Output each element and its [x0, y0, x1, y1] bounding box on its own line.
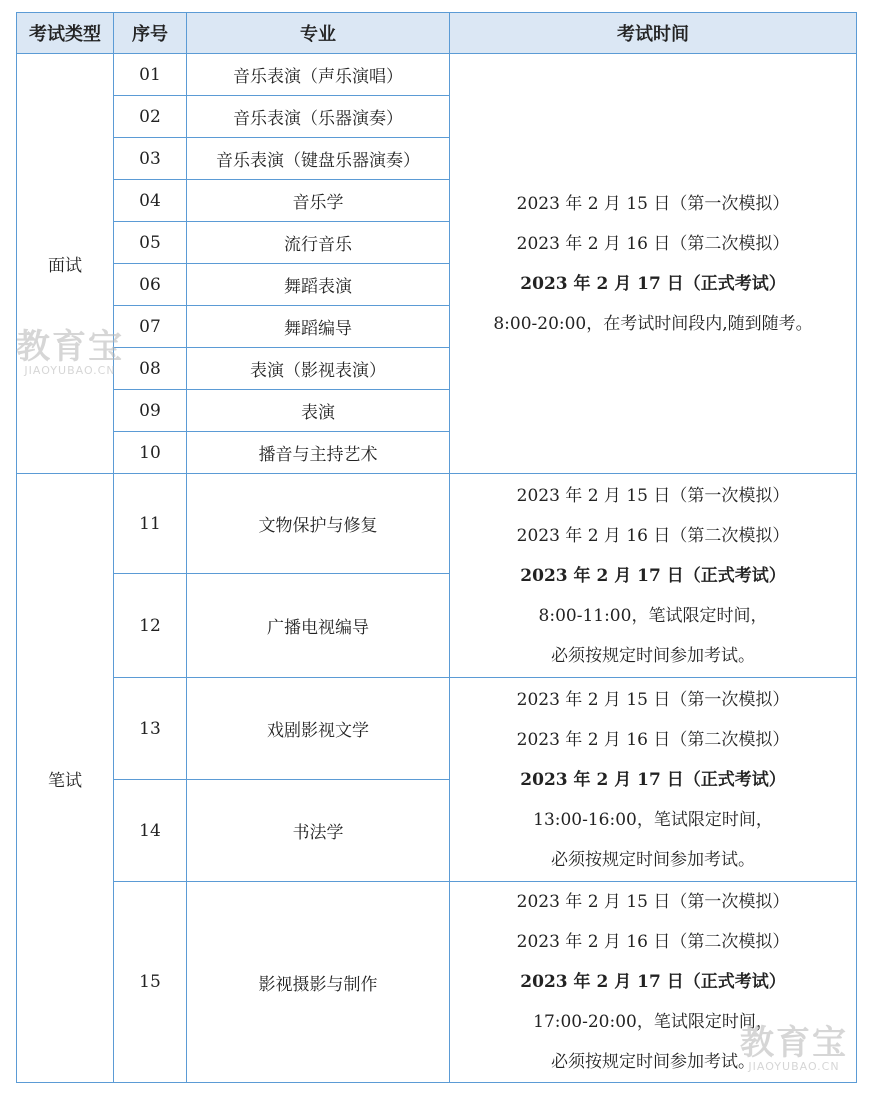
written-time-cell-a [450, 474, 857, 678]
row-major: 表演 [187, 390, 450, 432]
time-line: 2023 年 2 月 15 日（第一次模拟） [516, 689, 790, 710]
time-line: 2023 年 2 月 16 日（第二次模拟） [516, 932, 790, 952]
time-line: 2023 年 2 月 15 日（第一次模拟） [516, 892, 790, 912]
row-major: 音乐表演（声乐演唱） [187, 54, 450, 96]
time-line: 2023 年 2 月 16 日（第二次模拟） [516, 233, 790, 254]
row-number: 05 [114, 222, 187, 264]
row-major: 舞蹈编导 [187, 306, 450, 348]
row-number: 04 [114, 180, 187, 222]
table-row [17, 678, 857, 780]
written-time-cell-b [450, 678, 857, 882]
exam-schedule-table [16, 12, 857, 1083]
row-major: 舞蹈表演 [187, 264, 450, 306]
watermark-text: 教育宝 [740, 1023, 848, 1063]
time-line: 2023 年 2 月 17 日（正式考试） [520, 565, 786, 586]
time-line: 2023 年 2 月 15 日（第一次模拟） [516, 193, 790, 214]
row-number: 06 [114, 264, 187, 306]
header-exam-type: 考试类型 [17, 13, 114, 54]
interview-time-cell [450, 54, 857, 474]
row-major: 流行音乐 [187, 222, 450, 264]
row-number: 11 [114, 474, 187, 574]
row-major: 影视摄影与制作 [187, 882, 450, 1083]
row-number: 08 [114, 348, 187, 390]
watermark-url: JIAOYUBAO.CN [748, 1060, 840, 1073]
time-line: 2023 年 2 月 16 日（第二次模拟） [516, 525, 790, 546]
row-number: 03 [114, 138, 187, 180]
row-major: 音乐学 [187, 180, 450, 222]
row-major: 音乐表演（乐器演奏） [187, 96, 450, 138]
row-major: 戏剧影视文学 [187, 678, 450, 780]
row-number: 10 [114, 432, 187, 474]
table-row [17, 474, 857, 574]
row-major: 音乐表演（键盘乐器演奏） [187, 138, 450, 180]
table-row [17, 54, 857, 96]
row-major: 文物保护与修复 [187, 474, 450, 574]
header-row [17, 13, 857, 54]
time-line: 8:00-20:00，在考试时间段内,随到随考。 [493, 313, 813, 334]
time-line: 2023 年 2 月 17 日（正式考试） [520, 972, 786, 992]
header-exam-time: 考试时间 [450, 13, 857, 54]
row-number: 13 [114, 678, 187, 780]
time-line: 2023 年 2 月 17 日（正式考试） [520, 769, 786, 790]
watermark-url: JIAOYUBAO.CN [24, 364, 116, 377]
time-line: 必须按规定时间参加考试。 [551, 1052, 755, 1072]
header-number: 序号 [114, 13, 187, 54]
time-line: 13:00-16:00，笔试限定时间， [533, 809, 773, 830]
row-major: 书法学 [187, 780, 450, 882]
row-number: 15 [114, 882, 187, 1083]
row-number: 01 [114, 54, 187, 96]
written-time-cell-c [450, 882, 857, 1083]
row-number: 07 [114, 306, 187, 348]
row-number: 14 [114, 780, 187, 882]
time-line: 2023 年 2 月 17 日（正式考试） [520, 273, 786, 294]
watermark-text: 教育宝 [16, 327, 124, 367]
time-line: 必须按规定时间参加考试。 [551, 849, 755, 870]
exam-type-interview: 面试 [17, 54, 114, 474]
row-major: 表演（影视表演） [187, 348, 450, 390]
row-number: 09 [114, 390, 187, 432]
table-row [17, 882, 857, 1083]
row-major: 广播电视编导 [187, 574, 450, 678]
row-number: 02 [114, 96, 187, 138]
time-line: 2023 年 2 月 15 日（第一次模拟） [516, 485, 790, 506]
time-line: 8:00-11:00，笔试限定时间， [538, 605, 768, 626]
time-line: 17:00-20:00，笔试限定时间， [533, 1012, 773, 1032]
header-major: 专业 [187, 13, 450, 54]
row-major: 播音与主持艺术 [187, 432, 450, 474]
row-number: 12 [114, 574, 187, 678]
exam-type-written: 笔试 [17, 474, 114, 1083]
time-line: 2023 年 2 月 16 日（第二次模拟） [516, 729, 790, 750]
time-line: 必须按规定时间参加考试。 [551, 645, 755, 666]
